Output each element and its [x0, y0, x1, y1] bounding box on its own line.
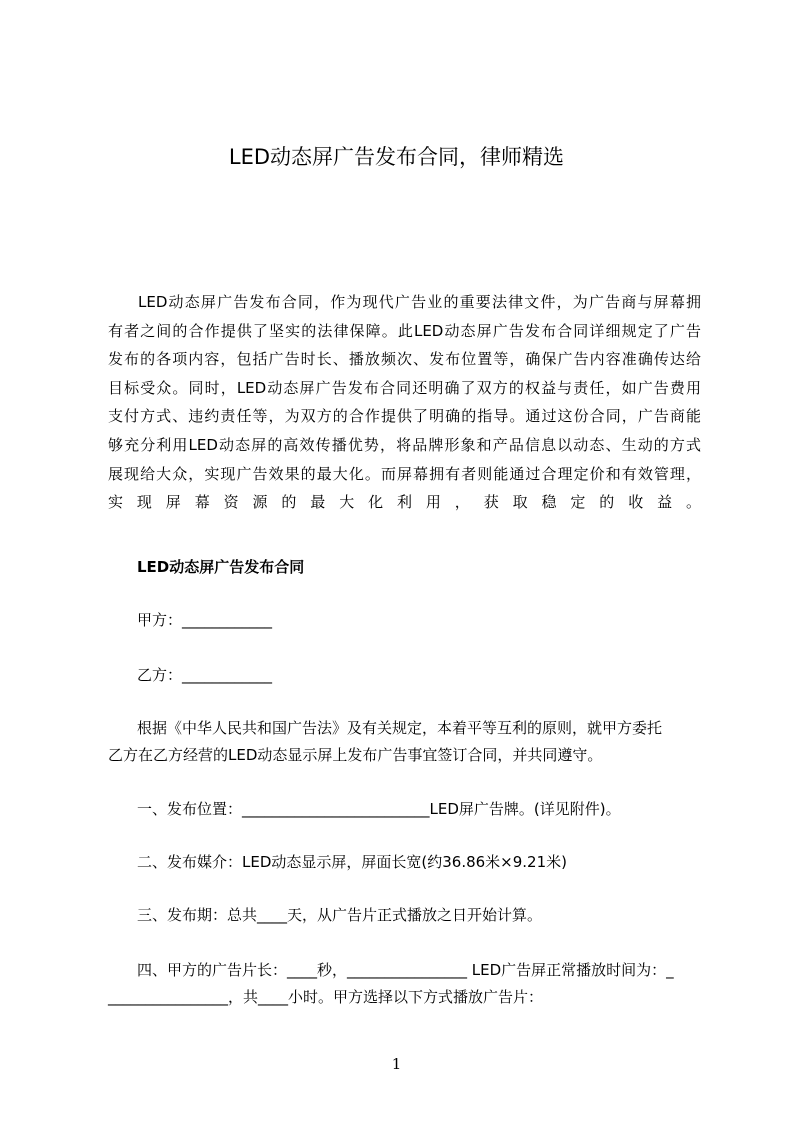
intro-line: 展现给大众，实现广告效果的最大化。而屏幕拥有者则能通过合理定价和有效管理， [108, 464, 701, 483]
clause-ad-length-cont: ________________，共____小时。甲方选择以下方式播放广告片： [108, 988, 544, 1006]
intro-line: 有者之间的合作提供了坚实的法律保障。此LED动态屏广告发布合同详细规定了广告 [108, 321, 701, 340]
party-a-line: 甲方：____________ [137, 611, 273, 629]
intro-line: 够充分利用LED动态屏的高效传播优势，将品牌形象和产品信息以动态、生动的方式 [108, 435, 701, 454]
contract-heading: LED动态屏广告发布合同 [137, 558, 305, 576]
clause-publish-location: 一、发布位置：_________________________LED屏广告牌。(详见附件)。 [137, 800, 621, 818]
document-title: LED动态屏广告发布合同，律师精选 [228, 145, 565, 169]
basis-line: 根据《中华人民共和国广告法》及有关规定，本着平等互利的原则，就甲方委托 [137, 719, 663, 737]
clause-ad-length: 四、甲方的广告片长：____秒，________________ LED广告屏正常播放时间为：_ [137, 961, 674, 979]
intro-line: 发布的各项内容，包括广告时长、播放频次、发布位置等，确保广告内容准确传达给 [108, 350, 701, 369]
intro-line: 实现屏幕资源的最大化利用，获取稳定的收益。 [108, 493, 701, 512]
page-number: 1 [391, 1055, 402, 1073]
intro-line: 目标受众。同时，LED动态屏广告发布合同还明确了双方的权益与责任，如广告费用 [108, 378, 701, 397]
clause-publish-media: 二、发布媒介：LED动态显示屏，屏面长宽(约36.86米×9.21米) [137, 853, 567, 871]
intro-paragraph [108, 288, 701, 517]
clause-publish-period: 三、发布期：总共____天，从广告片正式播放之日开始计算。 [137, 906, 543, 924]
basis-line: 乙方在乙方经营的LED动态显示屏上发布广告事宜签订合同，并共同遵守。 [108, 746, 603, 764]
party-b-line: 乙方：____________ [137, 666, 273, 684]
intro-line: 支付方式、违约责任等，为双方的合作提供了明确的指导。通过这份合同，广告商能 [108, 407, 701, 426]
intro-line: LED动态屏广告发布合同，作为现代广告业的重要法律文件，为广告商与屏幕拥 [138, 293, 701, 311]
